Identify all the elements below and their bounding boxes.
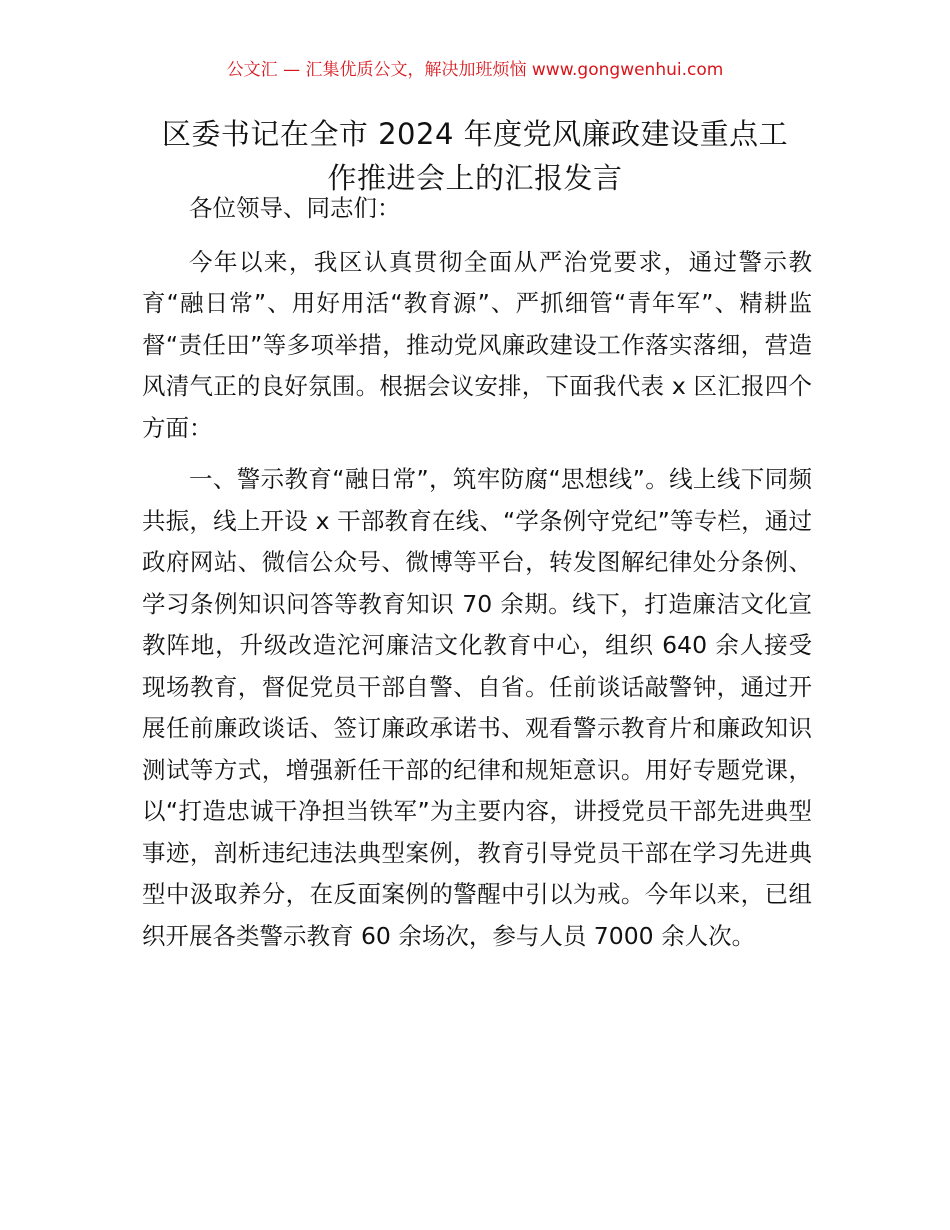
site-banner: 公文汇 — 汇集优质公文，解决加班烦恼 www.gongwenhui.com <box>226 60 724 80</box>
salutation: 各位领导、同志们： <box>189 194 401 222</box>
document-title <box>150 112 800 200</box>
document-body <box>142 188 812 967</box>
title-line-2: 作推进会上的汇报发言 <box>327 161 623 195</box>
paragraph-section-1: 一、警示教育“融日常”，筑牢防腐“思想线”。线上线下同频共振，线上开设 x 干部教育在线、“学条例守党纪”等专栏，通过政府网站、微信公众号、微博等平台，转发图解纪律处分条例、学习条例知识问答等教育知识 70 余期。线下，打造廉洁文化宣教阵地，升级改造沱河廉洁文化教育中心，组织 640 余人接受现场教育，督促党员干部自警、自省。任前谈话敲警钟，通过开展任前廉政谈话、签订廉政承诺书、观看警示教育片和廉政知识测试等方式，增强新任干部的纪律和规矩意识。用好专题党课，以“打造忠诚干净担当铁军”为主要内容，讲授党员干部先进典型事迹，剖析违纪违法典型案例，教育引导党员干部在学习先进典型中汲取养分，在反面案例的警醒中引以为戒。今年以来，已组织开展各类警示教育 60 余场次，参与人员 7000 余人次。 <box>142 465 812 950</box>
paragraph-intro: 今年以来，我区认真贯彻全面从严治党要求，通过警示教育“融日常”、用好用活“教育源”、严抓细管“青年军”、精耕监督“责任田”等多项举措，推动党风廉政建设工作落实落细，营造风清气正的良好氛围。根据会议安排，下面我代表 x 区汇报四个方面： <box>142 247 812 442</box>
title-line-1: 区委书记在全市 2024 年度党风廉政建设重点工 <box>161 117 789 151</box>
